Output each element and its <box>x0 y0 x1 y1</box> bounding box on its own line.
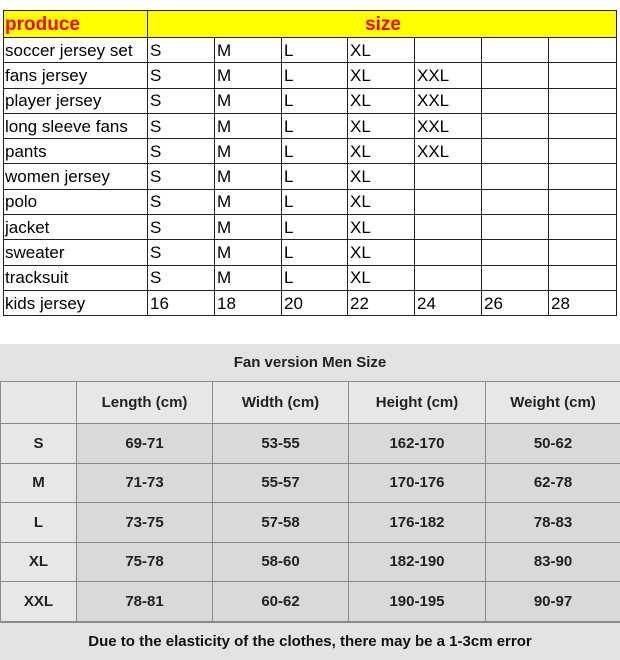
measurement-cell: 62-78 <box>486 463 620 503</box>
size-cell <box>549 139 617 164</box>
fan-table-row <box>1 542 620 582</box>
size-cell <box>549 215 617 240</box>
column-header: Height (cm) <box>349 382 486 424</box>
size-table-row <box>4 88 617 113</box>
size-cell: M <box>215 215 282 240</box>
measurement-cell: 190-195 <box>349 582 486 622</box>
measurement-cell: 83-90 <box>486 542 620 582</box>
size-cell: M <box>215 113 282 138</box>
size-label: S <box>1 424 77 464</box>
size-cell <box>482 240 549 265</box>
product-name: long sleeve fans <box>4 113 148 138</box>
size-cell <box>549 265 617 290</box>
size-cell: XXL <box>415 113 482 138</box>
product-name: sweater <box>4 240 148 265</box>
size-table-row <box>4 290 617 315</box>
size-cell: S <box>148 164 215 189</box>
size-cell: XXL <box>415 63 482 88</box>
size-cell: M <box>215 240 282 265</box>
size-cell <box>482 38 549 63</box>
fan-table-row <box>1 582 620 622</box>
size-cell: XXL <box>415 88 482 113</box>
size-cell: XL <box>348 265 415 290</box>
size-cell: L <box>282 38 348 63</box>
size-cell: L <box>282 63 348 88</box>
size-cell: XL <box>348 164 415 189</box>
measurement-cell: 71-73 <box>77 463 213 503</box>
size-cell: M <box>215 63 282 88</box>
product-name: women jersey <box>4 164 148 189</box>
corner-cell <box>1 382 77 424</box>
size-cell: 20 <box>282 290 348 315</box>
measurement-cell: 50-62 <box>486 424 620 464</box>
size-cell: XL <box>348 240 415 265</box>
column-header: Length (cm) <box>77 382 213 424</box>
size-cell <box>482 189 549 214</box>
measurement-cell: 78-83 <box>486 503 620 543</box>
size-cell: M <box>215 265 282 290</box>
size-cell <box>415 164 482 189</box>
size-cell: S <box>148 265 215 290</box>
fan-table-row <box>1 424 620 464</box>
size-cell: M <box>215 139 282 164</box>
size-cell: 16 <box>148 290 215 315</box>
size-cell: S <box>148 240 215 265</box>
measurement-cell: 90-97 <box>486 582 620 622</box>
size-cell <box>549 88 617 113</box>
size-cell <box>549 164 617 189</box>
size-header: size <box>148 11 617 38</box>
produce-header: produce <box>4 11 148 38</box>
size-cell <box>482 215 549 240</box>
size-label: XXL <box>1 582 77 622</box>
size-table-row <box>4 164 617 189</box>
size-cell: XXL <box>415 139 482 164</box>
size-cell <box>482 139 549 164</box>
size-table-row <box>4 63 617 88</box>
fan-table-row <box>1 463 620 503</box>
size-table-row <box>4 38 617 63</box>
size-cell: XL <box>348 113 415 138</box>
size-cell: M <box>215 38 282 63</box>
measurement-cell: 57-58 <box>213 503 349 543</box>
size-cell: XL <box>348 88 415 113</box>
size-cell <box>482 265 549 290</box>
size-cell: M <box>215 88 282 113</box>
size-cell: XL <box>348 215 415 240</box>
measurement-cell: 60-62 <box>213 582 349 622</box>
chart-title: Fan version Men Size <box>0 344 620 381</box>
measurement-cell: 53-55 <box>213 424 349 464</box>
product-name: polo <box>4 189 148 214</box>
column-header: Width (cm) <box>213 382 349 424</box>
size-label: XL <box>1 542 77 582</box>
measurement-cell: 73-75 <box>77 503 213 543</box>
size-cell: 26 <box>482 290 549 315</box>
size-table-row <box>4 139 617 164</box>
size-cell <box>482 113 549 138</box>
size-table-header <box>4 11 617 38</box>
size-cell: S <box>148 189 215 214</box>
fan-table-row <box>1 503 620 543</box>
size-cell <box>415 265 482 290</box>
size-cell: S <box>148 139 215 164</box>
size-cell: L <box>282 113 348 138</box>
measurement-cell: 170-176 <box>349 463 486 503</box>
product-size-table <box>3 10 617 316</box>
elasticity-note: Due to the elasticity of the clothes, there may be a 1-3cm error <box>0 622 620 660</box>
fan-size-table <box>0 381 620 622</box>
size-cell: XL <box>348 63 415 88</box>
size-cell: L <box>282 139 348 164</box>
column-header: Weight (cm) <box>486 382 620 424</box>
size-cell: L <box>282 240 348 265</box>
size-cell: L <box>282 189 348 214</box>
size-cell: S <box>148 113 215 138</box>
size-table-row <box>4 240 617 265</box>
size-label: M <box>1 463 77 503</box>
size-cell <box>415 189 482 214</box>
size-cell: S <box>148 215 215 240</box>
measurement-cell: 55-57 <box>213 463 349 503</box>
fan-table-header <box>1 382 620 424</box>
size-cell: L <box>282 88 348 113</box>
size-table-row <box>4 215 617 240</box>
product-name: player jersey <box>4 88 148 113</box>
size-cell <box>549 38 617 63</box>
size-cell: 28 <box>549 290 617 315</box>
size-cell: 22 <box>348 290 415 315</box>
product-name: jacket <box>4 215 148 240</box>
product-name: soccer jersey set <box>4 38 148 63</box>
size-cell: 24 <box>415 290 482 315</box>
fan-size-chart <box>0 344 620 655</box>
size-cell <box>549 63 617 88</box>
size-table-row <box>4 265 617 290</box>
size-cell: XL <box>348 139 415 164</box>
measurement-cell: 176-182 <box>349 503 486 543</box>
size-label: L <box>1 503 77 543</box>
size-cell: 18 <box>215 290 282 315</box>
measurement-cell: 58-60 <box>213 542 349 582</box>
size-cell <box>415 215 482 240</box>
size-cell: L <box>282 265 348 290</box>
size-cell: S <box>148 63 215 88</box>
size-cell: L <box>282 215 348 240</box>
size-cell <box>415 38 482 63</box>
size-cell: XL <box>348 189 415 214</box>
size-cell: XL <box>348 38 415 63</box>
size-cell <box>482 88 549 113</box>
measurement-cell: 69-71 <box>77 424 213 464</box>
size-cell <box>482 164 549 189</box>
measurement-cell: 75-78 <box>77 542 213 582</box>
product-name: kids jersey <box>4 290 148 315</box>
product-name: tracksuit <box>4 265 148 290</box>
size-cell: S <box>148 88 215 113</box>
measurement-cell: 78-81 <box>77 582 213 622</box>
size-cell: M <box>215 189 282 214</box>
product-name: pants <box>4 139 148 164</box>
size-cell: L <box>282 164 348 189</box>
size-cell <box>549 240 617 265</box>
size-cell <box>549 189 617 214</box>
size-table-row <box>4 113 617 138</box>
size-cell <box>549 113 617 138</box>
size-cell: S <box>148 38 215 63</box>
size-cell <box>482 63 549 88</box>
measurement-cell: 162-170 <box>349 424 486 464</box>
measurement-cell: 182-190 <box>349 542 486 582</box>
size-cell: M <box>215 164 282 189</box>
product-name: fans jersey <box>4 63 148 88</box>
size-cell <box>415 240 482 265</box>
size-table-row <box>4 189 617 214</box>
